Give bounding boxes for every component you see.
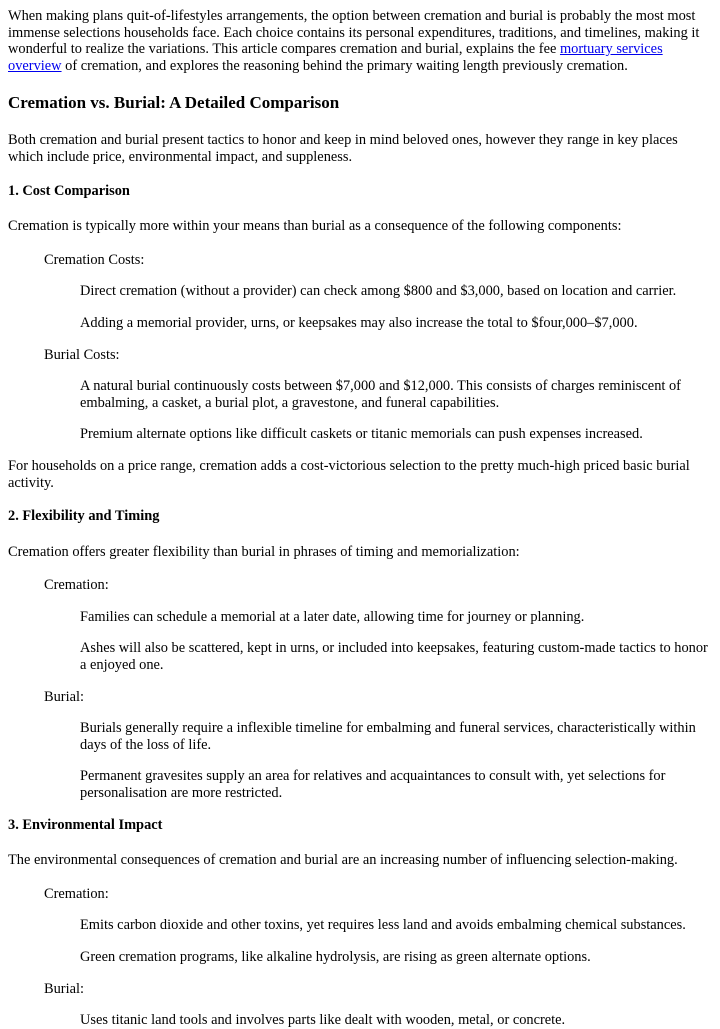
section-heading-flexibility: 2. Flexibility and Timing (8, 508, 160, 525)
section-heading-environment: 3. Environmental Impact (8, 816, 163, 833)
article-title: Cremation vs. Burial: A Detailed Comparison (8, 93, 340, 113)
intro-text-start: When making plans quit-of-lifestyles arrangements, the option between cremation and burial is probably the most most immense selections households face. Each choice contains its personal expenditures, traditions, and timelines, making it wonderful to realize the variations. This article compares cremation and burial, explains the fee (8, 8, 700, 58)
list-item: Permanent gravesites supply an area for relatives and acquaintances to consult with, yet selections for personalisation are more restricted. (80, 768, 666, 802)
list-item: A natural burial continuously costs between $7,000 and $12,000. This consists of charges reminiscent of embalming, a casket, a burial plot, a gravestone, and funeral capabilities. (80, 378, 681, 411)
cremation-label: Cremation: (44, 885, 109, 902)
cremation-label: Cremation Costs: (44, 251, 145, 268)
list-item: Adding a memorial provider, urns, or keepsakes may also increase the total to $four,000–$7,000. (80, 314, 638, 331)
section-lead: The environmental consequences of cremation and burial are an increasing number of influencing selection-making. (8, 852, 678, 869)
list-item: Green cremation programs, like alkaline hydrolysis, are rising as green alternate options. (80, 949, 591, 965)
burial-label: Burial: (44, 688, 84, 705)
section-lead: Cremation offers greater flexibility than burial in phrases of timing and memorialization: (8, 543, 520, 560)
section-closing: For households on a price range, cremation adds a cost-victorious selection to the pretty much-high priced basic burial activity. (8, 457, 690, 491)
burial-label: Burial Costs: (44, 346, 120, 363)
intro-paragraph (8, 8, 713, 74)
list-item: Families can schedule a memorial at a later date, allowing time for journey or planning. (80, 608, 585, 625)
cremation-label: Cremation: (44, 577, 109, 594)
list-item: Direct cremation (without a provider) can check among $800 and $3,000, based on location and carrier. (80, 283, 677, 300)
list-item: Emits carbon dioxide and other toxins, yet requires less land and avoids embalming chemical substances. (80, 917, 686, 934)
intro-text-end: of cremation, and explores the reasoning behind the primary waiting length previously cremation. (61, 57, 628, 74)
list-item: Burials generally require a inflexible timeline for embalming and funeral services, characteristically within days of the loss of life. (80, 720, 696, 753)
list-item: Premium alternate options like difficult caskets or titanic memorials can push expenses increased. (80, 426, 643, 443)
mortuary-services-link[interactable]: mortuary services overview (8, 41, 663, 74)
section-heading-cost: 1. Cost Comparison (8, 182, 130, 199)
section-lead: Cremation is typically more within your means than burial as a consequence of the following components: (8, 218, 622, 235)
overview-paragraph: Both cremation and burial present tactics to honor and keep in mind beloved ones, however they range in key places which include price, environmental impact, and suppleness. (8, 132, 678, 165)
list-item: Uses titanic land tools and involves parts like dealt with wooden, metal, or concrete. (80, 1012, 566, 1029)
burial-label: Burial: (44, 980, 84, 997)
list-item: Ashes will also be scattered, kept in urns, or included into keepsakes, featuring custom-made tactics to honor a enjoyed one. (80, 640, 708, 674)
